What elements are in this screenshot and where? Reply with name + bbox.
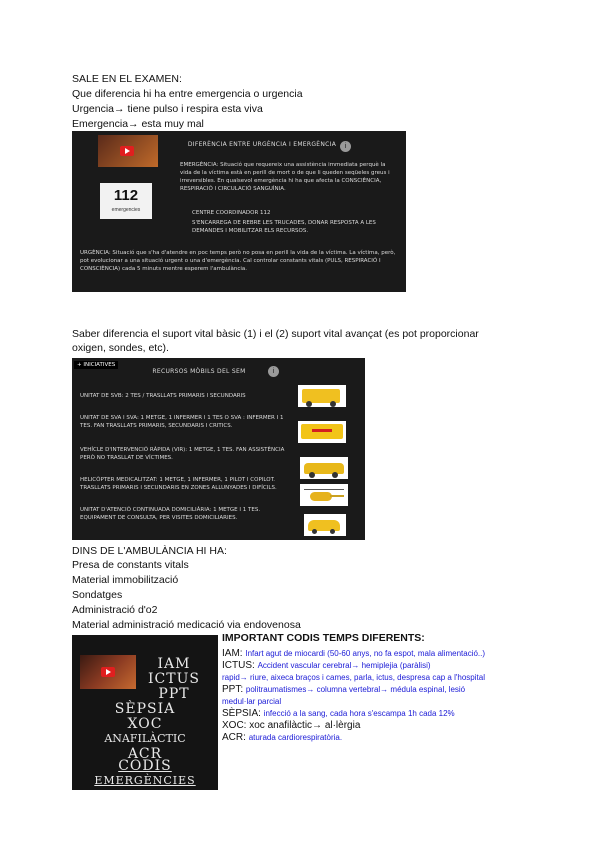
slide2-row-3: VEHÍCLE D'INTERVENCIÓ RÀPIDA (VIR): 1 METGE, 1 TES. FAN ASSISTÈNCIA PERÒ NO TRASLLAT DE VÍCTIMES. — [80, 447, 285, 461]
home-care-car-image — [304, 514, 346, 536]
code-word: ICTUS — [148, 671, 200, 687]
code-word: XOC — [127, 716, 163, 732]
code-key: PPT: — [222, 684, 244, 695]
code-desc: medul·lar parcial — [222, 697, 282, 706]
slide2-row-2: UNITAT DE SVA I SVA: 1 METGE, 1 INFERMER I 1 TES O SVA : INFERMER I 1 TES. FAN TRASLLATS PRIMARIS, SECUNDARIS I CRITICS. — [80, 415, 284, 429]
code-word: SÈPSIA — [114, 701, 176, 717]
code-desc: rapid→ riure, aixeca braços i cames, parla, ictus, despresa cap a l'hospital — [222, 673, 485, 682]
ambulance-item: Material administració medicació via endovenosa — [72, 619, 301, 631]
logo-112-sub: emergencies — [111, 207, 141, 213]
slide2-info-icon: i — [268, 366, 279, 377]
slide1-coord: CENTRE COORDINADOR 112 — [192, 210, 271, 216]
code-item — [222, 684, 522, 696]
code-desc: Accident vascular cerebral→ hemiplejia (paràlisi) — [257, 661, 431, 670]
slide2-row-5: UNITAT D'ATENCIÓ CONTINUADA DOMICILIÀRIA: 1 METGE I 1 TES. EQUIPAMENT DE CONSULTA, PER VISITES DOMICILIARIES. — [80, 507, 261, 521]
code-word: IAM — [157, 656, 191, 672]
slide1-urgencia: URGÈNCIA: Situació que s'ha d'atendre en poc temps però no posa en perill la vida de la víctima. La víctima, però, pot evolucionar a una situació urgent o una d'emergència. Cal controlar constants vitals (PULS, RESPIRACIÓ I CONSCIÈNCIA) cada 5 minuts mentre esperem l'ambulància. — [80, 250, 396, 272]
codes-title-2: EMERGÈNCIES — [94, 774, 196, 787]
code-desc: infecció a la sang, cada hora s'escampa 1h cada 12% — [263, 709, 455, 718]
ambulance-svb-image — [298, 385, 346, 407]
code-item — [222, 696, 522, 708]
helicopter-image — [300, 484, 348, 506]
ambulance-sva-image — [298, 421, 346, 443]
intro-line-1: Que diferencia hi ha entre emergencia o urgencia — [72, 88, 303, 100]
code-item — [222, 648, 522, 660]
code-key: XOC: — [222, 720, 247, 731]
slide2-title: RECURSOS MÒBILS DEL SEM — [152, 368, 246, 375]
slide2-row-1: UNITAT DE SVB: 2 TES / TRASLLATS PRIMARIS I SECUNDARIS — [80, 393, 246, 399]
play-icon[interactable] — [101, 667, 115, 677]
code-item — [222, 672, 522, 684]
ambulance-item: Material immobilització — [72, 574, 179, 586]
ambulance-item: Sondatges — [72, 589, 123, 601]
slide1-emergencia: EMERGÈNCIA: Situació que requereix una assistència immediata perquè la vida de la víctima està en perill de mort o de que li queden seqüeles greus i irreversibles. En qualsevol emergència hi ha que afecta la CONSCIÈNCIA, RESPIRACIÓ I CIRCULACIÓ SANGUÍNIA. — [180, 162, 390, 192]
code-key: ACR: — [222, 732, 246, 743]
code-word: PPT — [158, 686, 190, 702]
code-word: ACR — [127, 746, 163, 762]
video-thumbnail[interactable] — [98, 135, 158, 167]
intro-line-3: Emergencia→ esta muy mal — [72, 118, 204, 130]
code-desc: xoc anafilàctic→ al·lèrgia — [249, 720, 361, 731]
code-item — [222, 708, 522, 720]
codes-title-1: CODIS — [118, 758, 172, 774]
vir-car-image — [300, 457, 348, 479]
slide-codis-emergencies — [72, 635, 218, 790]
slide2-badge: + INICIATIVES — [74, 361, 118, 369]
intro-heading: SALE EN EL EXAMEN: — [72, 73, 182, 85]
logo-112 — [100, 183, 152, 219]
intro-line-2: Urgencia→ tiene pulso i respira esta viva — [72, 103, 263, 115]
slide-urgencia-emergencia — [72, 131, 406, 292]
code-item — [222, 660, 522, 672]
code-word: ANAFILÀCTIC — [104, 732, 186, 745]
slide1-coord-desc: S'ENCARREGA DE REBRE LES TRUCADES, DONAR RESPOSTA A LES DEMANDES I MOBILITZAR ELS RECURSOS. — [192, 220, 376, 234]
code-key: SÈPSIA: — [222, 708, 261, 719]
ambulance-item: Administració d'o2 — [72, 604, 158, 616]
slide-recursos-sem — [72, 358, 365, 540]
section2-text: Saber diferencia el suport vital bàsic (1) i el (2) suport vital avançat (es pot proporcionar oxigen, sondes, etc). — [72, 328, 479, 354]
video-thumbnail-codes[interactable] — [80, 655, 136, 689]
code-item — [222, 720, 522, 732]
slide2-row-4: HELICÒPTER MEDICALITZAT: 1 METGE, 1 INFERMER, 1 PILOT I COPILOT. TRASLLATS PRIMARIS I SECUNDARIS EN ZONES ALLUNYADES I DIFÍCILS. — [80, 477, 277, 491]
ambulance-item: Presa de constants vitals — [72, 559, 189, 571]
slide1-title: DIFERÈNCIA ENTRE URGÈNCIA I EMERGÈNCIA — [187, 141, 337, 148]
code-key: IAM: — [222, 648, 243, 659]
code-desc: Infart agut de miocardi (50-60 anys, no fa espot, mala alimentació..) — [245, 649, 486, 658]
codes-list — [222, 648, 522, 744]
code-key: ICTUS: — [222, 660, 255, 671]
code-desc: aturada cardiorespiratòria. — [248, 733, 343, 742]
code-desc: politraumatismes→ columna vertebral→ médula espinal, lesió — [245, 685, 466, 694]
ambulance-heading: DINS DE L'AMBULÀNCIA HI HA: — [72, 545, 227, 557]
slide1-info-icon: i — [340, 141, 351, 152]
logo-112-number: 112 — [113, 187, 139, 204]
play-icon[interactable] — [120, 146, 134, 156]
code-item — [222, 732, 522, 744]
codes-heading: IMPORTANT CODIS TEMPS DIFERENTS: — [222, 632, 425, 644]
